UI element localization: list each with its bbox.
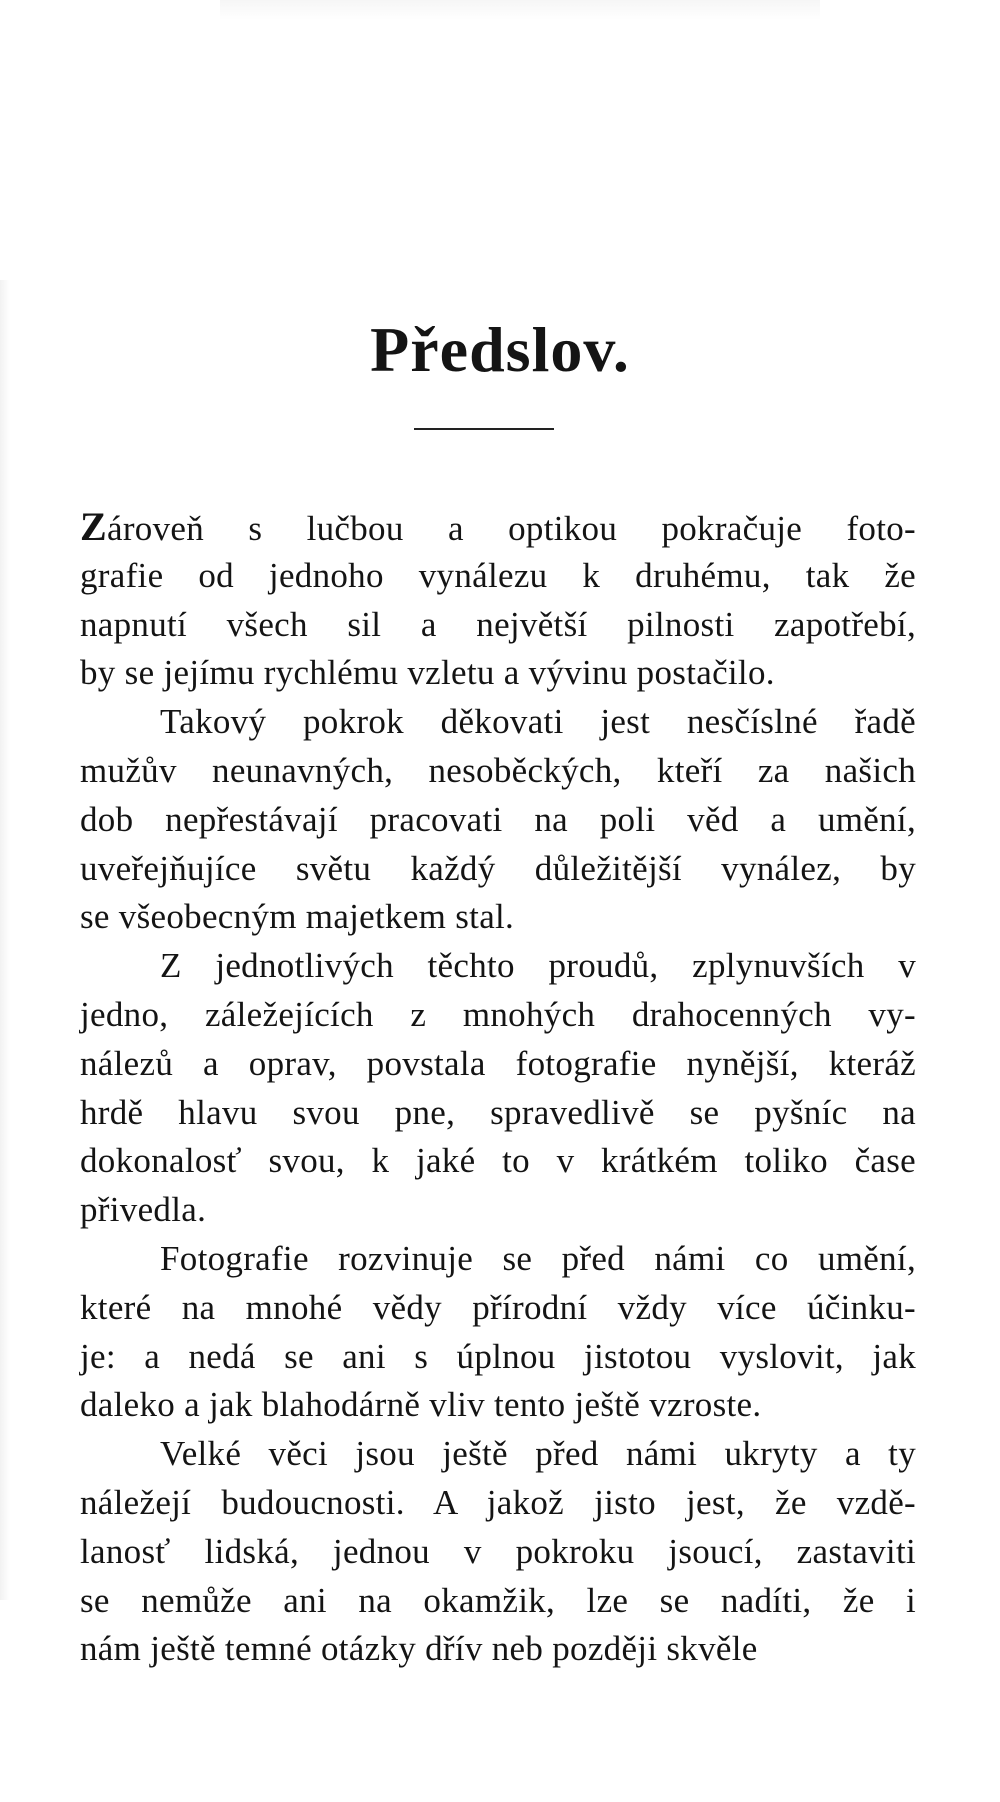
scan-shadow-top <box>220 0 820 20</box>
body-text <box>80 503 916 1674</box>
paragraph <box>80 503 916 698</box>
text-line: lanosť lidská, jednou v pokroku jsoucí, zastaviti <box>80 1531 916 1571</box>
text-line: se nemůže ani na okamžik, lze se nadíti, že i <box>80 1580 916 1620</box>
text-line: je: a nedá se ani s úplnou jistotou vyslovit, jak <box>80 1336 916 1376</box>
text-line: které na mnohé vědy přírodní vždy více účinku- <box>80 1287 916 1327</box>
text-line: Takový pokrok děkovati jest nesčíslné řadě <box>160 702 916 742</box>
text-line: náležejí budoucnosti. A jakož jisto jest, že vzdě- <box>80 1482 916 1522</box>
text-line: hrdě hlavu svou pne, spravedlivě se pyšníc na <box>80 1092 916 1132</box>
initial-letter: Z <box>80 504 107 549</box>
text-line: dob nepřestávají pracovati na poli věd a umění, <box>80 799 916 839</box>
paragraph <box>80 698 916 942</box>
paragraph <box>80 942 916 1235</box>
text-line: přivedla. <box>80 1190 207 1230</box>
text-line: Velké věci jsou ještě před námi ukryty a ty <box>160 1434 916 1474</box>
title-rule <box>414 428 554 430</box>
text-line: Z jednotlivých těchto proudů, zplynuvších v <box>160 946 916 986</box>
scan-shadow-left <box>0 280 10 1600</box>
paragraph <box>80 1430 916 1674</box>
text-line: Zároveň s lučbou a optikou pokračuje foto- <box>80 504 916 549</box>
text-line: nám ještě temné otázky dřív neb později skvěle <box>80 1629 758 1669</box>
text-line: dokonalosť svou, k jaké to v krátkém toliko čase <box>80 1141 916 1181</box>
text-line: mužův neunavných, nesoběckých, kteří za našich <box>80 750 916 790</box>
text-line: jedno, záležejících z mnohých drahocenných vy- <box>80 994 916 1034</box>
text-line: by se jejímu rychlému vzletu a vývinu postačilo. <box>80 653 775 693</box>
text-line: se všeobecným majetkem stal. <box>80 897 515 937</box>
text-line: daleko a jak blahodárně vliv tento ještě vzroste. <box>80 1385 762 1425</box>
text-line: Fotografie rozvinuje se před námi co umění, <box>160 1238 916 1278</box>
text-line: napnutí všech sil a největší pilnosti zapotřebí, <box>80 604 916 644</box>
page-title: Předslov. <box>370 314 630 385</box>
text-line: grafie od jednoho vynálezu k druhému, tak že <box>80 555 916 595</box>
paragraph <box>80 1235 916 1430</box>
text-line: nálezů a oprav, povstala fotografie nynější, kteráž <box>80 1043 916 1083</box>
text-line: uveřejňujíce světu každý důležitější vynález, by <box>80 848 916 888</box>
